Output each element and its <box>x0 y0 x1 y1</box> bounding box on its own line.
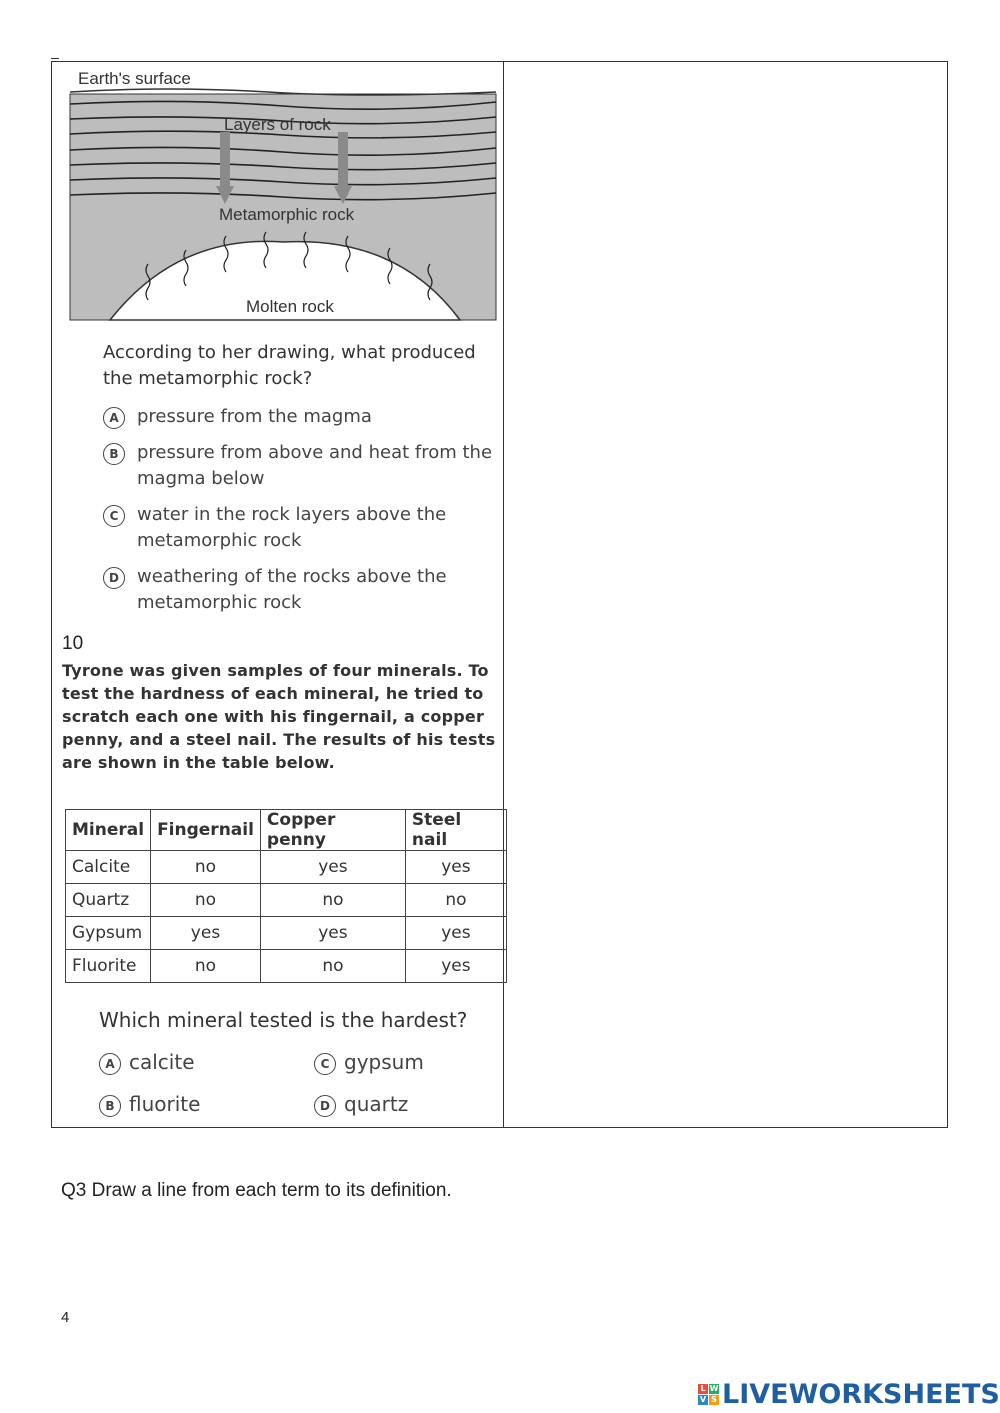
option-letter-circle: A <box>103 407 125 429</box>
option-text: gypsum <box>344 1050 424 1074</box>
option-text: pressure from above and heat from the magma below <box>137 442 493 489</box>
q10-option-c[interactable] <box>314 1050 424 1075</box>
q10-number: 10 <box>62 633 84 654</box>
q10-stem: Tyrone was given samples of four minerals. To test the hardness of each mineral, he tried to scratch each one with his fingernail, a copper penny, and a steel nail. The results of his tests are shown in the table below. <box>62 661 496 772</box>
header-mineral: Mineral <box>66 810 151 851</box>
q9-option-a[interactable] <box>103 404 503 430</box>
q9-option-b[interactable] <box>103 440 503 492</box>
label-layers-of-rock: Layers of rock <box>224 115 331 134</box>
option-text: weathering of the rocks above the metamorphic rock <box>137 566 447 613</box>
mineral-name: Calcite <box>66 851 151 884</box>
table-row <box>66 851 507 884</box>
logo-tile: V <box>699 1394 707 1404</box>
copper-penny-result: no <box>260 950 405 983</box>
table-row <box>66 917 507 950</box>
q9-question: According to her drawing, what produced the metamorphic rock? <box>103 342 476 389</box>
q9-option-c[interactable] <box>103 502 503 554</box>
q9-option-d[interactable] <box>103 564 503 616</box>
steel-nail-result: yes <box>405 950 506 983</box>
q10-option-a[interactable] <box>99 1050 195 1075</box>
brand-wordmark: LIVEWORKSHEETS <box>722 1378 1000 1410</box>
q10-option-b[interactable] <box>99 1092 200 1117</box>
label-metamorphic-rock: Metamorphic rock <box>219 205 355 224</box>
corner-tick <box>51 58 59 59</box>
rock-layers-diagram <box>68 64 498 324</box>
option-text: calcite <box>129 1050 195 1074</box>
label-molten-rock: Molten rock <box>246 297 334 316</box>
option-letter-circle: D <box>314 1095 336 1117</box>
logo-tile: W <box>709 1383 719 1393</box>
table-row <box>66 950 507 983</box>
table-header-row <box>66 810 507 851</box>
option-text: quartz <box>344 1092 409 1116</box>
option-text: fluorite <box>129 1092 201 1116</box>
mineral-name: Gypsum <box>66 917 151 950</box>
option-letter-circle: C <box>314 1053 336 1075</box>
logo-tile: S <box>709 1395 719 1405</box>
option-letter-circle: A <box>99 1053 121 1075</box>
fingernail-result: yes <box>151 917 261 950</box>
option-letter-circle: B <box>99 1095 121 1117</box>
header-copper-penny: Copper penny <box>260 810 405 851</box>
fingernail-result: no <box>151 950 261 983</box>
steel-nail-result: no <box>405 884 506 917</box>
logo-tile: L <box>698 1384 708 1394</box>
steel-nail-result: yes <box>405 851 506 884</box>
q3-instruction: Q3 Draw a line from each term to its definition. <box>61 1180 452 1201</box>
option-letter-circle: C <box>103 505 125 527</box>
copper-penny-result: yes <box>260 917 405 950</box>
steel-nail-result: yes <box>405 917 506 950</box>
liveworksheets-brand[interactable] <box>698 1377 1000 1411</box>
fingernail-result: no <box>151 884 261 917</box>
mineral-name: Quartz <box>66 884 151 917</box>
q10-question: Which mineral tested is the hardest? <box>99 1008 468 1032</box>
option-letter-circle: B <box>103 443 125 465</box>
mineral-hardness-table <box>65 809 507 983</box>
option-text: pressure from the magma <box>137 406 372 427</box>
copper-penny-result: no <box>260 884 405 917</box>
page-number: 4 <box>61 1309 70 1326</box>
option-letter-circle: D <box>103 567 125 589</box>
q10-option-d[interactable] <box>314 1092 408 1117</box>
liveworksheets-logo-icon <box>698 1384 719 1405</box>
option-text: water in the rock layers above the metamorphic rock <box>137 504 447 551</box>
fingernail-result: no <box>151 851 261 884</box>
copper-penny-result: yes <box>260 851 405 884</box>
mineral-name: Fluorite <box>66 950 151 983</box>
label-earth-surface: Earth's surface <box>78 69 191 88</box>
header-fingernail: Fingernail <box>151 810 261 851</box>
header-steel-nail: Steel nail <box>405 810 506 851</box>
table-row <box>66 884 507 917</box>
